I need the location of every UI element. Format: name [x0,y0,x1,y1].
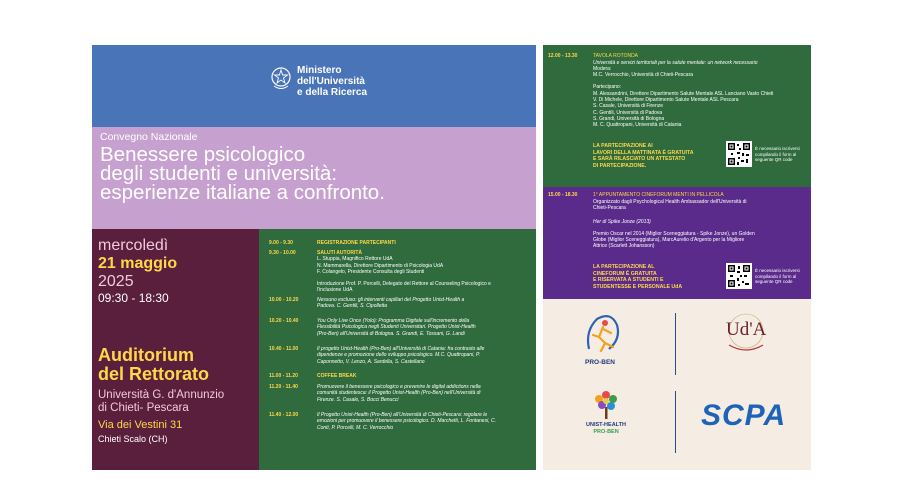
program-time: 9.00 - 9.30 [269,240,293,246]
program-line: Flessibilità Psicologica negli Studenti Universitari. Progetto Unist-Health [317,324,476,331]
uda-logo-text: Ud'A [726,319,767,340]
program-description [317,250,533,275]
italian-emblem-icon [270,65,292,91]
program-line: Il Progetto Unist-Health (Pro-Ben) all'Università di Chieti-Pescara: regolare le [317,412,488,418]
roundtable-panel [543,45,811,187]
roundtable-time: 12.00 - 13.30 [548,53,578,59]
event-hours: 09:30 - 18:30 [98,291,169,305]
program-line: Il progetto Unist-Health (Pro-Ben) all'Università di Catania: fra contrasto alle [317,346,485,352]
program-description [317,297,533,310]
cineforum-panel [543,187,811,299]
program-time: 9.30 - 10.00 [269,250,296,256]
qr-code-icon[interactable] [726,141,752,167]
program-line: emozioni per promuovere il benessere psicologico. D. Marchetti, L. Fontanesi, C. [317,418,496,425]
roundtable-notice: LA PARTECIPAZIONE AI LAVORI DELLA MATTINATA È GRATUITA E SARÀ RILASCIATO UN ATTESTATO DI PARTECIPAZIONE. [593,143,694,169]
program-time: 10.00 - 10.20 [269,297,299,303]
venue-city: Chieti Scalo (CH) [98,434,168,444]
program-description [317,281,533,294]
program-line: l'inclusione UdA [317,287,353,294]
cineforum-title: 1° APPUNTAMENTO CINEFORUM MENTI IN PELLICOLA [593,192,724,198]
participants-label: Partecipano: [593,84,622,90]
unist-health-logo-text: UNIST-HEALTH PRO-BEN [586,422,626,435]
cineforum-film: Her di Spike Jonze (2013) [593,219,651,225]
ministry-banner [92,45,536,127]
program-time: 11.20 - 11.40 [269,384,298,390]
roundtable-title: TAVOLA ROTONDA [593,53,639,59]
program-line: L. Stuppia, Magnifico Rettore UdA [317,256,393,263]
program-description [317,346,533,365]
participant: S. Grandi, Università di Bologna [593,115,665,122]
program-line: (Pro-Ben) all'Università di Bologna. S. Grandi, E. Tossani, G. Landi [317,330,465,337]
participant: M. Alessandrini, Direttore Dipartimento Salute Mentale ASL Lanciano Vasto Chieti [593,91,774,97]
divider [675,391,676,453]
cineforum-organizer: Organizzato dagli Psychological Health Ambassador dell'Università di Chieti-Pescara [593,199,747,212]
program-line: You Only Live Once (Yolo): Programma Digitale sull'incremento della [317,318,470,324]
moderator-name: M.C. Verrocchio, Università di Chieti-Pescara [593,72,694,78]
participants-list [593,91,811,128]
program-line: Padova. C. Gentili, S. Cipolletta [317,303,388,310]
program-line: Nessuno escluso: gli interventi capillari del Progetto Unist-Health a [317,297,465,303]
page-title: Benessere psicologico degli studenti e università: esperienze italiane a confronto. [100,143,385,204]
title-panel [92,127,536,229]
roundtable-qr-note: È necessario iscriversi compilando il form al seguente QR code [755,146,800,163]
moderator-label: Modera: [593,66,612,72]
program-line: Conti, P. Porcelli, M. C. Verrocchio [317,424,394,431]
program-time: 11.00 - 11.20 [269,373,298,379]
event-weekday: mercoledì [98,237,169,254]
program-line: F. Colangelo, Presidente Consulta degli Studenti [317,268,425,275]
participant: C. Gentili, Università di Padova [593,109,663,116]
program-description [317,384,533,403]
program-line: Caponnetto, V. Lenzo, A. Sardella, S. Castellano [317,358,425,365]
program-line: SALUTI AUTORITÀ [317,250,362,256]
cineforum-awards: Premio Oscar nel 2014 (Miglior Sceneggiatura - Spike Jonze), un Golden Globe (Miglior Sceneggiatura), MarcAurelio d'Argento per la Migliore Attrice (Scarlett Johansson) [593,231,755,250]
event-year: 2025 [98,273,134,290]
cineforum-time: 15.00 - 18.30 [548,192,578,198]
cineforum-notice: LA PARTECIPAZIONE AL CINEFORUM È GRATUITA E RISERVATA A STUDENTI E STUDENTESSE E PERSONALE UdA [593,264,683,290]
ministry-name: Ministero dell'Università e della Ricerca [297,65,368,98]
program-description [317,318,533,337]
program-line: Firenze. S. Casale, S. Bocci Benucci [317,396,399,403]
scpa-logo-text: SCPA [701,399,787,432]
event-info-panel [92,229,259,470]
program-line: Promuovere il benessere psicologico e prevenire le digital addictions nella [317,384,481,390]
program-time: 10.40 - 11.00 [269,346,299,352]
participant: V. Di Michele, Direttore Dipartimento Salute Mentale ASL Pescara [593,97,739,104]
program-line: dipendenze e promozione dello sviluppo psicologico. M.C. Quattropani, P. [317,352,481,359]
program-description [317,373,533,379]
participant: S. Casale, Università di Firenze [593,103,664,110]
program-time: 11.40 - 12.00 [269,412,299,418]
roundtable-subtitle: Università e servizi territoriali per la salute mentale: un network necessario [593,60,758,66]
university-name: Università G. d'Annunzio di Chieti- Pescara [98,389,225,414]
program-line: Introduzione Prof. P. Porcelli, Delegato del Rettore al Counseling Psicologico e [317,281,491,287]
proben-logo-icon [583,313,623,357]
event-kicker: Convegno Nazionale [100,131,198,143]
venue-street: Via dei Vestini 31 [98,419,183,431]
program-line: REGISTRAZIONE PARTECIPANTI [317,240,396,246]
proben-logo-text: PRO-BEN [585,359,615,366]
cineforum-qr-note: È necessario iscriversi compilando il form al seguente QR code [755,268,800,285]
partner-logos [543,299,811,470]
program-description [317,412,533,431]
venue-name: Auditorium del Rettorato [98,345,210,384]
program-line: comunità studentesca: il Progetto Unist-Health (Pro-Ben) nell'Università di [317,390,481,397]
qr-code-icon[interactable] [726,263,752,289]
participant: M. C. Quattropani, Università di Catania [593,122,682,129]
program-line: N. Mammarella, Direttore Dipartimento di Psicologia UdA [317,262,444,269]
morning-program [259,229,536,470]
event-date: 21 maggio [98,255,178,272]
tree-icon [591,387,621,421]
divider [675,313,676,375]
program-time: 10.20 - 10.40 [269,318,299,324]
program-description [317,240,533,246]
program-line: COFFEE BREAK [317,373,357,379]
